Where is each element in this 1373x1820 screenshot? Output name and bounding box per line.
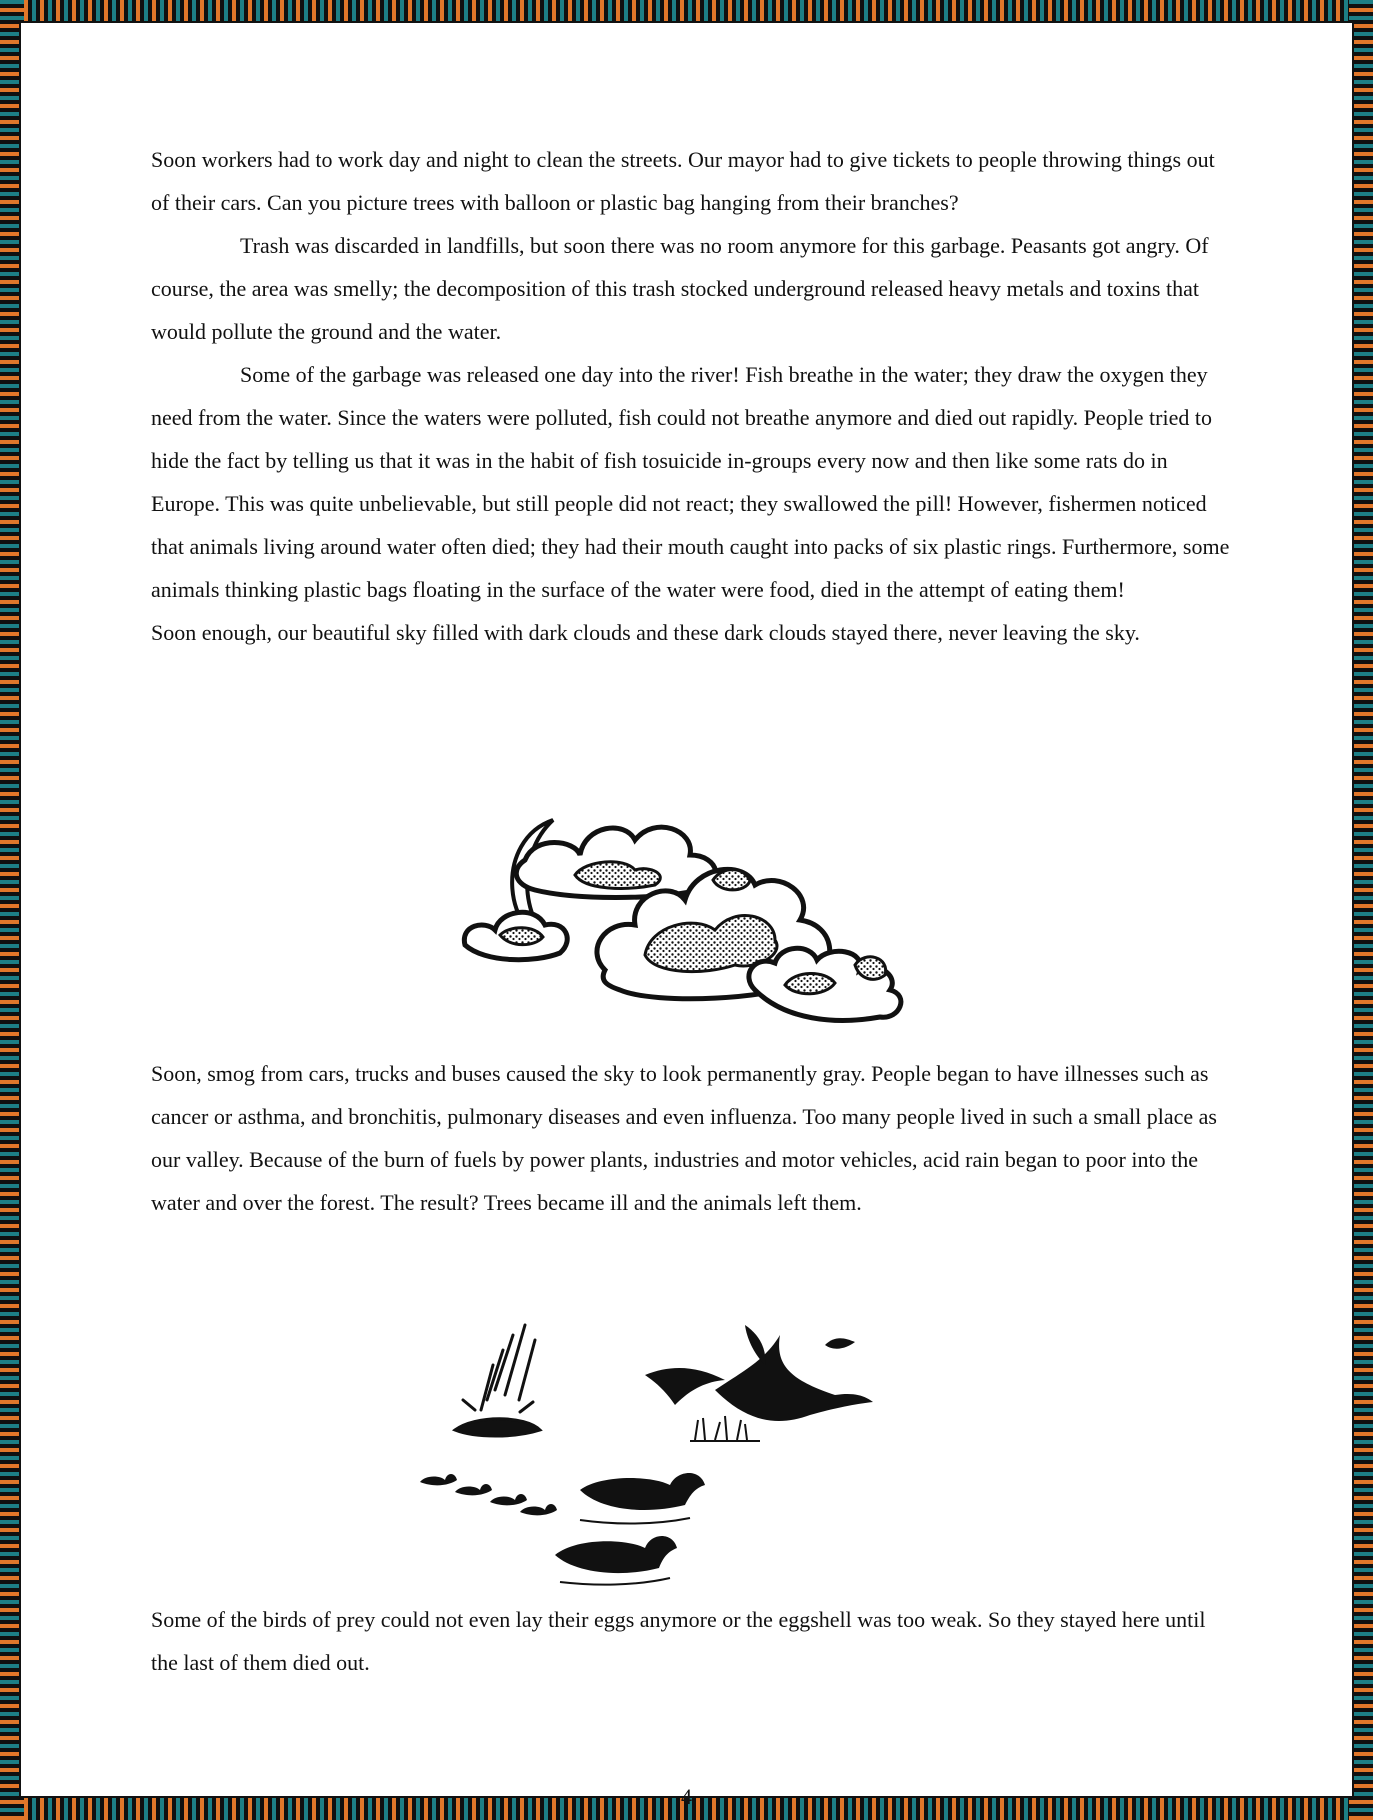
cloud-top-icon xyxy=(516,827,716,897)
acid-rain-icon xyxy=(455,1325,540,1436)
body-text-middle xyxy=(151,1052,1236,1224)
paragraph-smog: Soon, smog from cars, trucks and buses caused the sky to look permanently gray. People began to have illnesses such as cancer or asthma, and bronchitis, pulmonary diseases and even influenza. Too many people lived in such a small place as our valley. Because of the burn of fuels by power plants, industries and motor vehicles, acid rain began to poor into the water and over the forest. The result? Trees became ill and the animals left them. xyxy=(151,1061,1217,1215)
body-text-bottom xyxy=(151,1598,1236,1684)
grass-icon xyxy=(690,1416,760,1441)
paragraph-streets: Soon workers had to work day and night to clean the streets. Our mayor had to give tickets to people throwing things out of their cars. Can you picture trees with balloon or plastic bag hanging from their branches? xyxy=(151,147,1215,215)
page-number: 4 xyxy=(681,1784,692,1809)
moon-clouds-illustration xyxy=(455,785,925,1045)
paragraph-sky: Soon enough, our beautiful sky filled with dark clouds and these dark clouds stayed there, never leaving the sky. xyxy=(151,620,1140,645)
body-text-top xyxy=(151,138,1236,654)
cloud-left-icon xyxy=(464,912,567,959)
paragraph-birds-of-prey: Some of the birds of prey could not even lay their eggs anymore or the eggshell was too weak. So they stayed here until the last of them died out. xyxy=(151,1607,1206,1675)
paragraph-river: Some of the garbage was released one day into the river! Fish breathe in the water; they draw the oxygen they need from the water. Since the waters were polluted, fish could not breathe anymore and died out rapidly. People tried to hide the fact by telling us that it was in the habit of fish tosuicide in-groups every now and then like some rats do in Europe. This was quite unbelievable, but still people did not react; they swallowed the pill! However, fishermen noticed that animals living around water often died; they had their mouth caught into packs of six plastic rings. Furthermore, some animals thinking plastic bags floating in the surface of the water were food, died in the attempt of eating them! xyxy=(151,362,1230,602)
flying-geese-icon xyxy=(645,1325,873,1421)
paragraph-landfills: Trash was discarded in landfills, but soon there was no room anymore for this garbage. Peasants got angry. Of course, the area was smelly; the decomposition of this trash stocked underground released heavy metals and toxins that would pollute the ground and the water. xyxy=(151,233,1209,344)
rain-birds-ducks-illustration xyxy=(415,1320,915,1590)
